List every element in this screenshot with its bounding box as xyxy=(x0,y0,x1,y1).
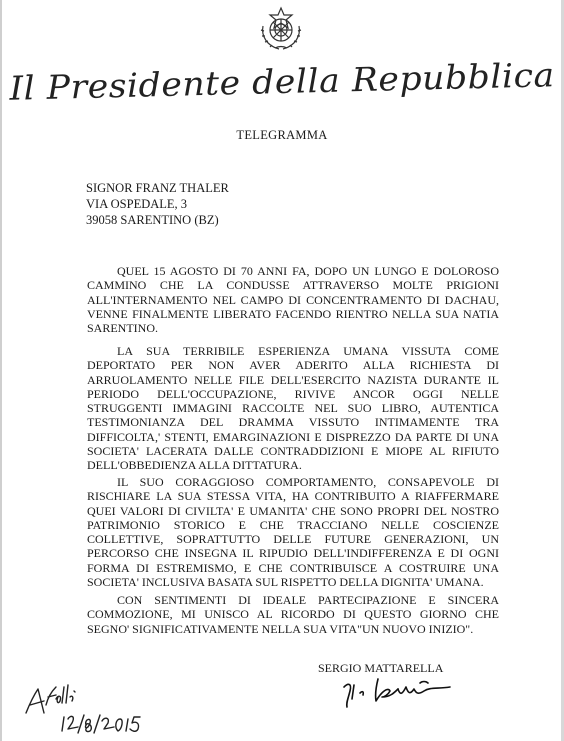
recipient-address xyxy=(86,180,229,228)
handwritten-signature xyxy=(338,673,468,709)
paragraph-1: QUEL 15 AGOSTO DI 70 ANNI FA, DOPO UN LUNGO E DOLOROSO CAMMINO CHE LA CONDUSSE ATTRAVERSO MOLTE PRIGIONI ALL'INTERNAMENTO NEL CAMPO DI CONCENTRAMENTO DI DACHAU, VENNE FINALMENTE LIBERATO FACENDO RIENTRO NELLA SUA NATIA SARENTINO. xyxy=(87,264,499,336)
scan-edge-left xyxy=(0,0,2,741)
paragraph-2: LA SUA TERRIBILE ESPERIENZA UMANA VISSUTA COME DEPORTATO PER NON AVER ADERITO ALLA RICHIESTA DI ARRUOLAMENTO NELLE FILE DELL'ESERCITO NAZISTA DURANTE IL PERIODO DELL'OCCUPAZIONE, RIVIVE ANCOR OGGI NELLE STRUGGENTI IMMAGINI RACCOLTE NEL SUO LIBRO, AUTENTICA TESTIMONIANZA DEL DRAMMA VISSUTO INTIMAMENTE TRA DIFFICOLTA,' STENTI, EMARGINAZIONI E DISPREZZO DA PARTE DI UNA SOCIETA' LACERATA DALLE CONTRADDIZIONI E MIOPE AL RIFIUTO DELL'OBBEDIENZA ALLA DITTATURA. xyxy=(87,344,499,473)
document-type: TELEGRAMMA xyxy=(236,128,328,142)
recipient-city: 39058 SARENTINO (BZ) xyxy=(86,213,219,227)
paragraph-4: CON SENTIMENTI DI IDEALE PARTECIPAZIONE E SINCERA COMMOZIONE, MI UNISCO AL RICORDO DI QUESTO GIORNO CHE SEGNO' SIGNIFICATIVAMENTE NELLA SUA VITA"UN NUOVO INIZIO". xyxy=(87,593,499,636)
recipient-street: VIA OSPEDALE, 3 xyxy=(86,197,188,211)
italian-republic-emblem-icon xyxy=(257,4,305,52)
handwritten-initials-and-date xyxy=(22,683,152,737)
paragraph-3: IL SUO CORAGGIOSO COMPORTAMENTO, CONSAPEVOLE DI RISCHIARE LA SUA STESSA VITA, HA CONTRIBUITO A RIAFFERMARE QUEI VALORI DI CIVILTA' E UMANITA' CHE SONO PROPRI DEL NOSTRO PATRIMONIO STORICO E CHE TRACCIANO NELLE COSCIENZE COLLETTIVE, SOPRATTUTTO DELLE FUTURE GENERAZIONI, UN PERCORSO CHE INSEGNA IL RIPUDIO DELL'INDIFFERENZA E DI OGNI FORMA DI ESTREMISMO, E CHE CONTRIBUISCE A COSTRUIRE UNA SOCIETA' INCLUSIVA BASATA SUL RISPETTO DELLA DIGNITA' UMANA. xyxy=(87,475,499,590)
recipient-name: SIGNOR FRANZ THALER xyxy=(86,181,229,195)
letterhead-title: Il Presidente della Repubblica xyxy=(8,55,556,108)
signer-name: SERGIO MATTARELLA xyxy=(318,661,444,675)
